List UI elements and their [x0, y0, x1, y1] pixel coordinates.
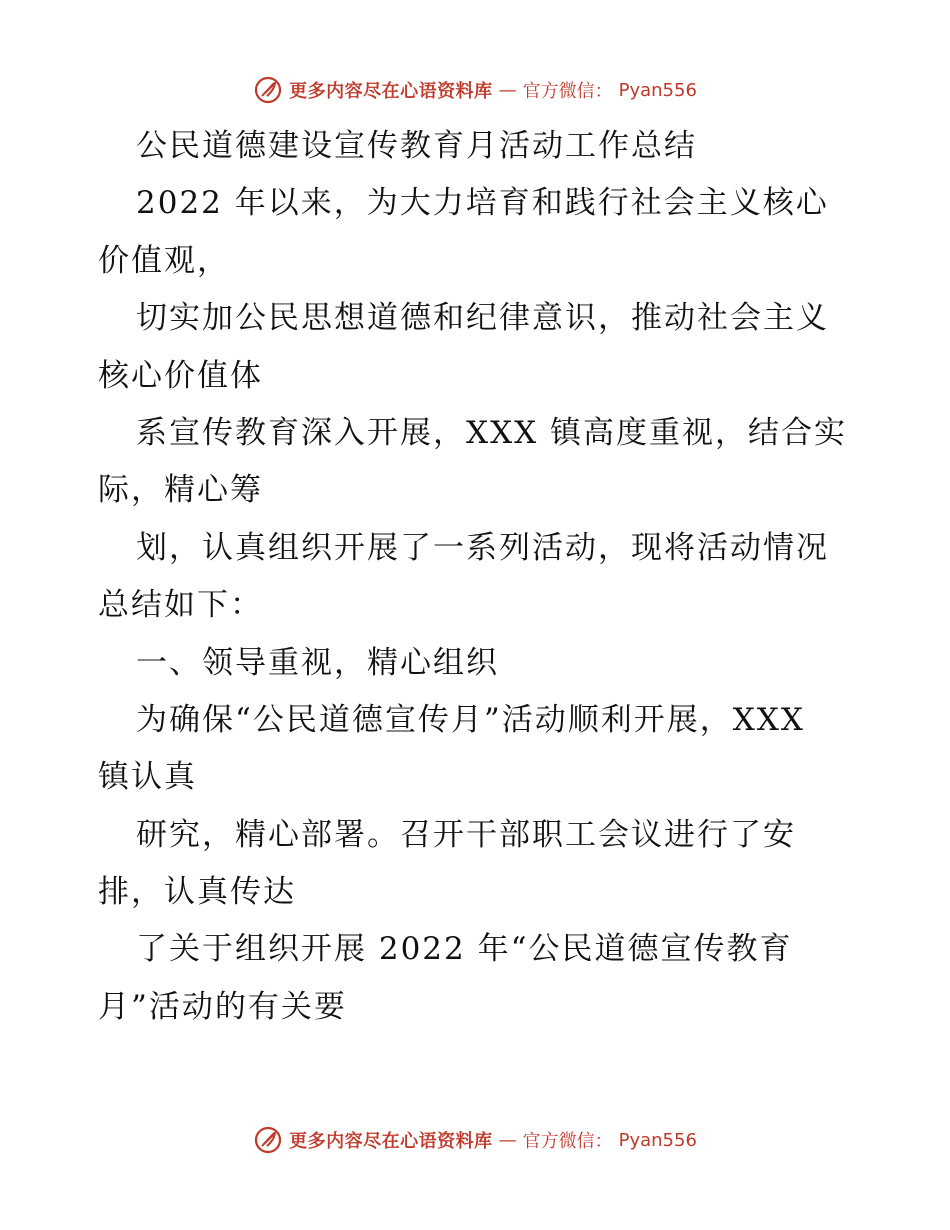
section-heading: 一、领导重视，精心组织	[136, 644, 499, 681]
watermark-site-text: 更多内容尽在心语资料库	[289, 1131, 493, 1152]
paragraph-line: 切实加公民思想道德和纪律意识，推动社会主义	[136, 300, 829, 337]
watermark-official-text: 官方微信：	[522, 81, 613, 102]
feather-circle-logo-icon	[253, 75, 283, 105]
paragraph-line: 价值观，	[98, 242, 230, 279]
paragraph-line: 际，精心筹	[98, 472, 263, 509]
watermark-dash: —	[498, 79, 517, 101]
watermark-wechat-id: Pyan556	[618, 79, 697, 101]
paragraph-line: 总结如下：	[98, 587, 263, 624]
paragraph-line: 研究，精心部署。召开干部职工会议进行了安	[136, 816, 796, 853]
paragraph-line: 排，认真传达	[98, 874, 296, 911]
paragraph-line: 划，认真组织开展了一系列活动，现将活动情况	[136, 529, 829, 566]
paragraph-line: 核心价值体	[98, 357, 263, 394]
feather-circle-logo-icon	[253, 1125, 283, 1155]
watermark-dash: —	[498, 1129, 517, 1151]
paragraph-line: 了关于组织开展 2022 年“公民道德宣传教育	[136, 931, 793, 968]
watermark-official-text: 官方微信：	[522, 1131, 613, 1152]
paragraph-line: 月”活动的有关要	[98, 988, 347, 1025]
document-body	[98, 118, 858, 1036]
document-title: 公民道德建设宣传教育月活动工作总结	[136, 128, 697, 164]
watermark-site-text: 更多内容尽在心语资料库	[289, 81, 493, 102]
paragraph-line: 为确保“公民道德宣传月”活动顺利开展，XXX	[136, 701, 805, 738]
paragraph-line: 2022 年以来，为大力培育和践行社会主义核心	[136, 185, 829, 222]
header-watermark	[0, 70, 950, 110]
paragraph-line: 镇认真	[98, 759, 197, 796]
footer-watermark	[0, 1120, 950, 1160]
paragraph-line: 系宣传教育深入开展，XXX 镇高度重视，结合实	[136, 414, 848, 451]
watermark-wechat-id: Pyan556	[618, 1129, 697, 1151]
